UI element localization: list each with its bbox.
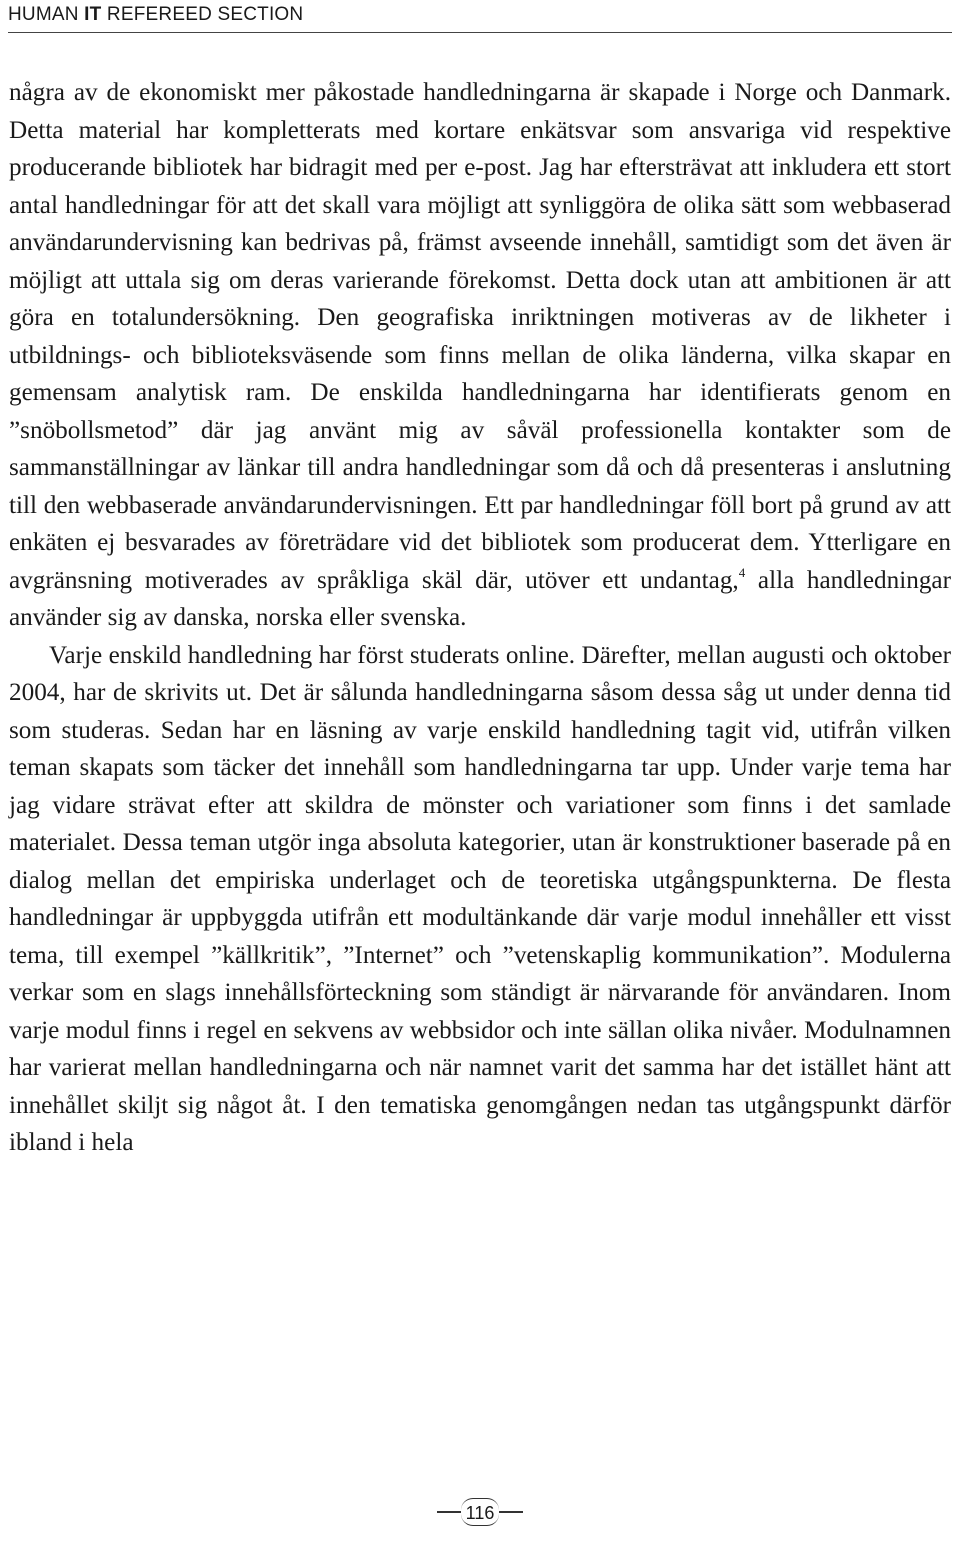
footnote-reference[interactable]: 4: [738, 564, 746, 580]
paragraph-1-continuation: alla handledningar använder sig av danska, norska eller svenska.: [9, 566, 951, 631]
page-number-rule-left: [437, 1511, 461, 1513]
body-text: [9, 74, 951, 1162]
page-number-rule-right: [499, 1511, 523, 1513]
paragraph-1-text: några av de ekonomiskt mer påkostade handledningarna är skapade i Norge och Danmark. Detta material har kompletterats med kortare enkätsvar som ansvariga vid respektive producerande bibliotek har bidragit med per e-post. Jag har eftersträvat att inkludera ett stort antal handledningar för att det skall vara möjligt att synliggöra de olika sätt som webbaserad användarundervisning kan bedrivas på, främst avseende innehåll, samtidigt som det även är möjligt att uttala sig om deras varierande förekomst. Detta dock utan att ambitionen är att göra en totalundersökning. Den geografiska inriktningen motiveras av de likheter i utbildnings- och biblioteksväsende som finns mellan de olika länderna, vilka skapar en gemensam analytisk ram. De enskilda handledningarna har identifierats genom en ”snöbollsmetod” där jag använt mig av såväl professionella kontakter som de sammanställningar av länkar till andra handledningar som då och då presenteras i anslutning till den webbaserade användarundervisningen. Ett par handledningar föll bort på grund av att enkäten ej besvarades av företrädare vid det bibliotek som producerat dem. Ytterligare en avgränsning motiverades av språkliga skäl där, utöver ett undantag,: [9, 79, 951, 594]
header-suffix: REFEREED SECTION: [101, 4, 304, 25]
page-number: 116: [461, 1498, 500, 1526]
header-it: IT: [84, 4, 102, 25]
header-prefix: HUMAN: [8, 4, 85, 25]
page-number-block: [0, 1498, 960, 1526]
running-header: [8, 2, 952, 33]
paragraph-1: [9, 74, 951, 637]
paragraph-2: Varje enskild handledning har först studerats online. Därefter, mellan augusti och oktober 2004, har de skrivits ut. Det är sålunda handledningarna såsom dessa såg ut under denna tid som studeras. Sedan har en läsning av varje enskild handledning tagit vid, utifrån vilken teman skapats som täcker det innehåll som handledningarna tar upp. Under varje tema har jag vidare strävat efter att skildra de mönster och variationer som finns i det samlade materialet. Dessa teman utgör inga absoluta kategorier, utan är konstruktioner baserade på en dialog mellan det empiriska underlaget och de teoretiska utgångspunkterna. De flesta handledningar är uppbyggda utifrån ett modultänkande där varje modul innehåller ett visst tema, till exempel ”källkritik”, ”Internet” och ”vetenskaplig kommunikation”. Modulerna verkar som en slags innehållsförteckning som ständigt är närvarande för användaren. Inom varje modul finns i regel en sekvens av webbsidor och inte sällan olika nivåer. Modulnamnen har varierat mellan handledningarna och när namnet varit det samma har det istället hänt att innehållet skiljt sig något åt. I den tematiska genomgången nedan tas utgångspunkt därför ibland i hela: [9, 641, 951, 1156]
